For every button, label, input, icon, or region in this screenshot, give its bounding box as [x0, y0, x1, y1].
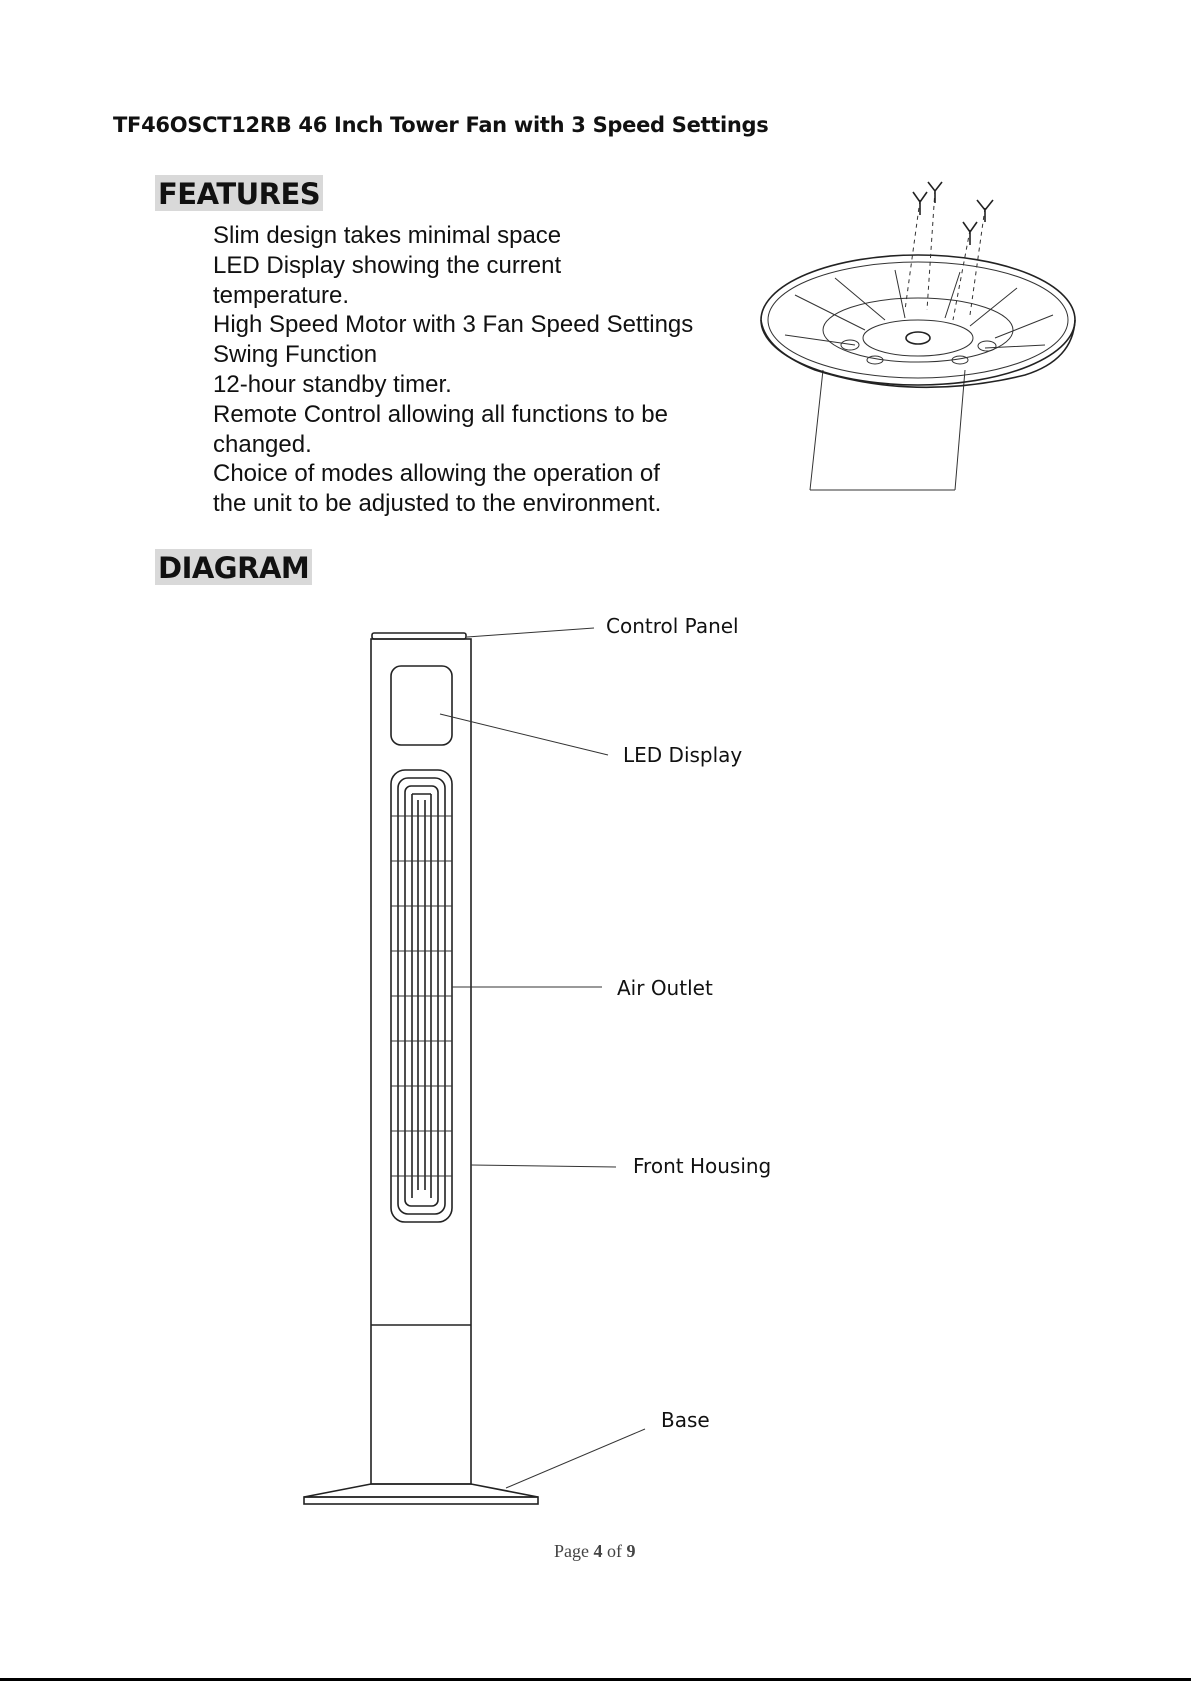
callout-control-panel: Control Panel	[606, 614, 739, 638]
features-line: the unit to be adjusted to the environment.	[213, 490, 662, 518]
features-line: temperature.	[213, 281, 350, 309]
page-footer	[554, 1541, 636, 1562]
air-outlet-grille	[391, 770, 452, 1222]
total-pages: 9	[626, 1541, 636, 1561]
of-word: of	[607, 1541, 622, 1561]
page-word: Page	[554, 1541, 589, 1561]
features-line: 12-hour standby timer.	[213, 370, 452, 398]
features-line: Choice of modes allowing the operation of	[213, 460, 660, 488]
fan-base	[304, 1484, 538, 1504]
features-line: LED Display showing the current	[213, 251, 562, 279]
document-title: TF46OSCT12RB 46 Inch Tower Fan with 3 Speed Settings	[113, 113, 769, 137]
features-heading: FEATURES	[155, 175, 323, 211]
features-line: Remote Control allowing all functions to be	[213, 400, 668, 428]
callout-led-display: LED Display	[623, 743, 743, 767]
callout-base: Base	[661, 1408, 710, 1432]
callout-front-housing: Front Housing	[633, 1154, 772, 1178]
current-page: 4	[593, 1541, 603, 1561]
features-line: Slim design takes minimal space	[213, 222, 562, 249]
features-line: High Speed Motor with 3 Fan Speed Settings	[213, 311, 694, 339]
tower-body	[371, 639, 471, 1484]
page-bottom-rule	[0, 1678, 1191, 1681]
features-line: changed.	[213, 430, 312, 458]
callout-air-outlet: Air Outlet	[617, 976, 713, 1000]
features-line: Swing Function	[213, 341, 378, 369]
led-display	[391, 666, 452, 745]
control-panel	[372, 633, 466, 639]
diagram-heading: DIAGRAM	[155, 549, 312, 585]
